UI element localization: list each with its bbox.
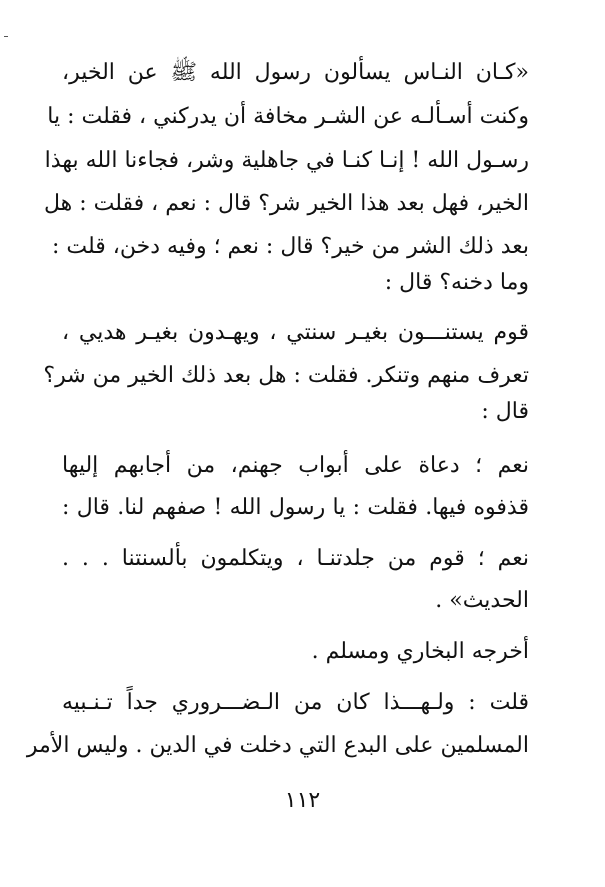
text-line: نعم ؛ دعاة على أبواب جهنم، من أجابهم إليها bbox=[62, 453, 529, 478]
text-line: قال : bbox=[481, 399, 529, 424]
text-line: تعرف منهم وتنكر. فقلت : هل بعد ذلك الخير من شر؟ bbox=[43, 363, 529, 388]
text-line: قلت : ولـهـــذا كان من الـضـــروري جداً تـنـبيه bbox=[62, 690, 529, 715]
text-line: الخير، فهل بعد هذا الخير شر؟ قال : نعم ، فقلت : هل bbox=[43, 191, 529, 216]
page-number: ١١٢ bbox=[284, 788, 321, 813]
text-line: «كـان النـاس يسألون رسول الله ﷺ عن الخير، bbox=[62, 60, 529, 85]
text-line: نعم ؛ قوم من جلدتنـا ، ويتكلمون بألسنتنا . . . bbox=[62, 546, 529, 571]
text-line: بعد ذلك الشر من خير؟ قال : نعم ؛ وفيه دخن، قلت : bbox=[51, 234, 529, 259]
text-line: قذفوه فيها. فقلت : يا رسول الله ! صفهم لنا. قال : bbox=[62, 495, 530, 520]
text-line: قوم يستنـــون بغيـر سنتي ، ويهـدون بغيـر هديي ، bbox=[62, 320, 529, 345]
text-line: وكنت أسـألـه عن الشـر مخافة أن يدركني ، فقلت : يا bbox=[47, 104, 529, 129]
text-line: وما دخنه؟ قال : bbox=[384, 270, 529, 295]
text-line: الحديث» . bbox=[435, 588, 529, 613]
margin-mark bbox=[4, 36, 8, 37]
text-line: المسلمين على البدع التي دخلت في الدين . وليس الأمر bbox=[26, 733, 529, 758]
source-citation: أخرجه البخاري ومسلم . bbox=[311, 639, 529, 664]
text-line: رسـول الله ! إنـا كنـا في جاهلية وشر، فجاءنا الله بهذا bbox=[44, 148, 529, 173]
